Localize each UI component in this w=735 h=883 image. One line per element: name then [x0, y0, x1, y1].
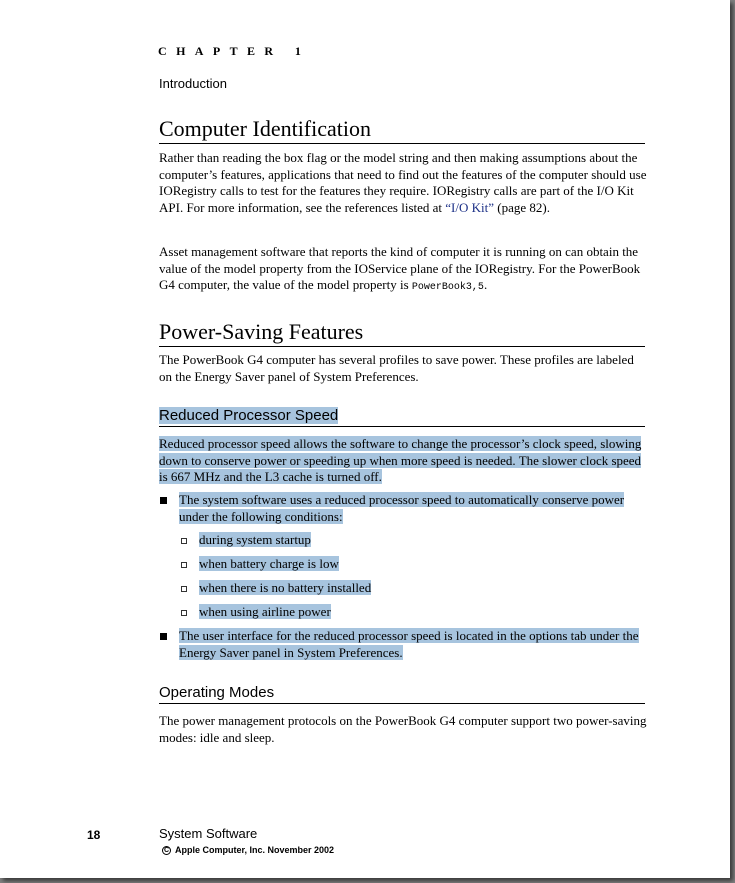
heading-reduced-processor-speed — [159, 406, 645, 427]
heading-power-saving: Power-Saving Features — [159, 319, 645, 347]
paragraph-power-saving: The PowerBook G4 computer has several profiles to save power. These profiles are labeled on the Energy Saver panel of System Preferences. — [159, 352, 634, 384]
open-square-bullet-icon — [181, 538, 187, 544]
io-kit-link[interactable]: “I/O Kit” — [445, 199, 495, 215]
condition-text: during system startup — [199, 532, 311, 547]
heading-computer-identification: Computer Identification — [159, 116, 645, 144]
paragraph-text: Reduced processor speed allows the software to change the processor’s clock speed, slowing down to conserve power or speeding up when more speed is needed. The slower clock speed is 667 MHz and the L3 cache is turned off. — [159, 436, 642, 484]
condition-item — [199, 556, 339, 573]
paragraph-reduced-speed — [159, 436, 648, 486]
copyright-icon: C — [163, 846, 170, 854]
copyright-line — [162, 845, 334, 855]
paragraph-text: Asset management software that reports the kind of computer it is running on can obtain the value of the model property from the IOService plane of the IORegistry. For the PowerBook G4 computer, the value of the model property is — [159, 244, 641, 292]
paragraph-text: . — [483, 277, 488, 292]
bullet-system-software — [179, 492, 649, 525]
condition-item — [199, 532, 311, 549]
open-square-bullet-icon — [181, 586, 187, 592]
heading-text: Reduced Processor Speed — [159, 407, 339, 424]
model-property-code: PowerBook3,5 — [411, 282, 484, 293]
condition-text: when using airline power — [199, 604, 331, 619]
chapter-title: Introduction — [159, 76, 227, 91]
paragraph-text: (page 82). — [494, 199, 550, 215]
condition-item — [199, 604, 331, 621]
paragraph-asset-management — [159, 244, 648, 297]
page-number: 18 — [87, 828, 101, 842]
open-square-bullet-icon — [181, 610, 187, 616]
bullet-user-interface — [179, 628, 649, 661]
open-square-bullet-icon — [181, 562, 187, 568]
bullet-text: The system software uses a reduced processor speed to automatically conserve power under the following conditions: — [179, 492, 625, 524]
bullet-text: The user interface for the reduced processor speed is located in the options tab under the Energy Saver panel in System Preferences. — [179, 628, 639, 660]
condition-text: when battery charge is low — [199, 556, 339, 571]
chapter-label: CHAPTER 1 — [158, 44, 311, 58]
copyright-text: Apple Computer, Inc. November 2002 — [175, 845, 335, 855]
condition-text: when there is no battery installed — [199, 580, 372, 595]
square-bullet-icon — [160, 497, 167, 504]
heading-operating-modes: Operating Modes — [159, 683, 645, 704]
paragraph-text: Rather than reading the box flag or the model string and then making assumptions about the computer’s features, applications that need to find out the features of the computer should use IORegistry calls to test for the features they require. IORegistry calls are part of the I/O Kit API. For more information, see the references listed at — [159, 150, 647, 215]
paragraph-operating-modes: The power management protocols on the PowerBook G4 computer support two power-saving modes: idle and sleep. — [159, 713, 647, 745]
square-bullet-icon — [160, 633, 167, 640]
paragraph-computer-identification — [159, 150, 648, 216]
footer-section-title: System Software — [159, 826, 258, 841]
condition-item — [199, 580, 371, 597]
